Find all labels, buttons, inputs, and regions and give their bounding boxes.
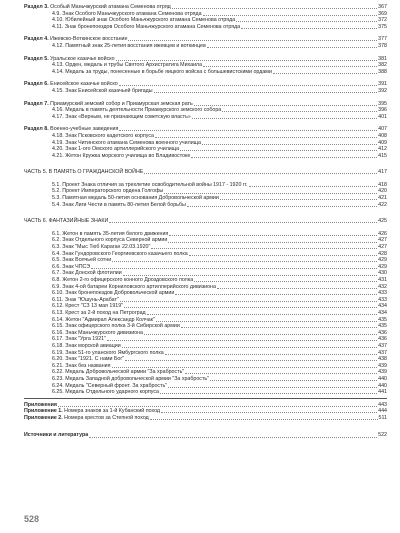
- entry-title-text: 6.4. Знак Гундоровского Георгиевского казачьего полка: [52, 250, 188, 257]
- toc-section-entry[interactable]: [24, 415, 387, 422]
- entry-page-number: 418: [378, 181, 387, 188]
- entry-title: [24, 270, 122, 277]
- entry-page-number: 433: [378, 296, 387, 303]
- entry-title-text: 6.9. Знак 4-ой батареи Корниловского артиллерийского дивизиона: [52, 283, 216, 290]
- entry-title-text: 6.8. Жетон 2-го офицерского конного Дроздовского полка: [52, 277, 194, 283]
- dot-leader: [125, 360, 377, 361]
- entry-title-text: Военно-учебные заведения: [50, 126, 119, 133]
- entry-title: [24, 330, 143, 337]
- entry-page-number: 421: [378, 195, 387, 202]
- entry-title-text: 5.1. Проект Знака отличия за трехлетие освободительной войны 1917 - 1920 гг.: [52, 181, 248, 188]
- toc-section-entry[interactable]: [24, 56, 387, 63]
- entry-page-number: 429: [378, 257, 387, 264]
- entry-title: [24, 376, 209, 383]
- dot-leader: [181, 327, 377, 328]
- section-label: Приложения: [24, 401, 57, 408]
- toc-entry[interactable]: [24, 182, 387, 189]
- entry-title: [24, 343, 121, 350]
- entry-title-text: 6.24. Медаль "Северный фронт. За храбрость": [52, 382, 168, 389]
- entry-title: [24, 17, 235, 24]
- entry-title: [24, 277, 193, 284]
- dot-leader: [144, 173, 377, 174]
- entry-page-number: 388: [378, 68, 387, 75]
- dot-leader: [169, 235, 377, 236]
- entry-title-text: 6.20. Знак "1921. С нами Бог": [52, 356, 125, 363]
- dot-leader: [109, 222, 377, 223]
- entry-title-text: Номера крестов за Степной поход: [64, 414, 149, 421]
- dot-leader: [161, 412, 377, 413]
- toc-entry[interactable]: [24, 62, 387, 69]
- entry-title-text: 6.11. Знак "Юшунь-Арабат": [52, 296, 119, 303]
- divider: [24, 398, 387, 399]
- toc-entry[interactable]: [24, 114, 387, 121]
- entry-title-text: 5.3. Памятная медаль 50-летия основания Добровольческой армии: [52, 195, 219, 202]
- entry-page-number: 428: [378, 250, 387, 257]
- entry-title: [24, 43, 206, 50]
- toc-entry[interactable]: [24, 277, 387, 284]
- entry-title-text: 6.22. Медаль Добровольческой армии "За храбрость": [52, 369, 185, 376]
- dot-leader: [155, 137, 377, 138]
- entry-title: [24, 69, 272, 76]
- entry-title-text: 6.6. Знак ЧПСЭ: [52, 263, 91, 270]
- entry-page-number: 408: [378, 132, 387, 139]
- entry-page-number: 396: [378, 107, 387, 114]
- toc-entry[interactable]: [24, 389, 387, 396]
- entry-page-number: 420: [378, 188, 387, 195]
- toc-section-entry[interactable]: [24, 408, 387, 415]
- entry-title: [24, 323, 180, 330]
- dot-leader: [154, 92, 378, 93]
- entry-page-number: 436: [378, 329, 387, 336]
- entry-page-number: 372: [378, 17, 387, 24]
- entry-page-number: 433: [378, 290, 387, 297]
- entry-title: [24, 195, 219, 202]
- dot-leader: [191, 157, 377, 158]
- dot-leader: [222, 111, 377, 112]
- entry-page-number: 391: [378, 81, 387, 88]
- entry-title-text: 4.16. Медаль в память деятельности Приамурского земского собора: [52, 107, 222, 114]
- entry-page-number: 441: [378, 389, 387, 396]
- dot-leader: [249, 186, 378, 187]
- dot-leader: [156, 321, 377, 322]
- entry-title: [24, 202, 186, 209]
- section-label: Раздел 7.: [24, 100, 49, 107]
- entry-page-number: 434: [378, 309, 387, 316]
- dot-leader: [151, 248, 377, 249]
- dot-leader: [150, 419, 378, 420]
- dot-leader: [168, 387, 377, 388]
- toc-entry[interactable]: [24, 356, 387, 363]
- entry-title: [24, 237, 167, 244]
- entry-page-number: 438: [378, 356, 387, 363]
- entry-title: [24, 244, 150, 251]
- dot-leader: [194, 105, 377, 106]
- toc-section-entry[interactable]: [24, 36, 387, 43]
- dot-leader: [185, 373, 377, 374]
- entry-title-text: 6.7. Знак Донской флотилии: [52, 270, 122, 277]
- entry-title: [24, 369, 184, 376]
- entry-title-text: 6.18. Знак морской авиации: [52, 342, 121, 349]
- dot-leader: [164, 193, 377, 194]
- dot-leader: [91, 268, 377, 269]
- entry-page-number: 382: [378, 62, 387, 69]
- entry-title-text: 6.14. Жетон "Адмирал Александр Колчак": [52, 316, 155, 323]
- entry-title-text: 6.1. Жетон в память 35-летия белого движения: [52, 230, 169, 237]
- entry-page-number: 425: [378, 218, 387, 225]
- entry-title: [24, 389, 159, 396]
- entry-title: [24, 62, 202, 69]
- entry-title-text: 6.19. Знак 51-го уланского Ямбургского полка: [52, 349, 164, 356]
- toc-section-entry[interactable]: [24, 101, 387, 108]
- entry-title-text: 4.15. Знак Енисейской казачьей бригады: [52, 87, 153, 94]
- toc-entry[interactable]: [24, 107, 387, 114]
- entry-page-number: 375: [378, 23, 387, 30]
- entry-page-number: 511: [378, 414, 387, 421]
- dot-leader: [192, 118, 377, 119]
- toc-entry[interactable]: [24, 303, 387, 310]
- toc-entry[interactable]: [24, 297, 387, 304]
- entry-title: [24, 126, 118, 133]
- dot-leader: [172, 8, 377, 9]
- entry-title-text: 6.3. Знак "Мыс Тюб Караган 22.03.1920": [52, 244, 151, 251]
- entry-page-number: 407: [378, 126, 387, 133]
- entry-title-text: 6.12. Крест "СЗ 13 мая 1919": [52, 303, 124, 310]
- entry-page-number: 435: [378, 323, 387, 330]
- entry-page-number: 434: [378, 303, 387, 310]
- toc-section-entry[interactable]: [24, 4, 387, 11]
- entry-title: [24, 383, 167, 390]
- toc-entry[interactable]: [24, 350, 387, 357]
- spacer: [24, 159, 387, 169]
- toc-entry[interactable]: [24, 323, 387, 330]
- toc-entry[interactable]: [24, 88, 387, 95]
- dot-leader: [160, 393, 377, 394]
- entry-title-text: ЧАСТЬ 6. ФАНТАЗИЙНЫЕ ЗНАКИ: [24, 218, 109, 225]
- entry-page-number: 429: [378, 263, 387, 270]
- section-label: Раздел 6.: [24, 81, 49, 88]
- dot-leader: [168, 242, 377, 243]
- entry-title-text: 6.10. Знак бронепоездов Добровольческой армии: [52, 290, 175, 297]
- toc-entry[interactable]: [24, 244, 387, 251]
- toc-section-entry[interactable]: [24, 126, 387, 133]
- section-label: Приложение 2.: [24, 414, 63, 421]
- entry-page-number: 415: [378, 152, 387, 159]
- entry-title-text: 6.25. Медаль Отдельного ударного корпуса: [52, 389, 159, 396]
- entry-title: [24, 290, 174, 297]
- toc-entry[interactable]: [24, 257, 387, 264]
- entry-page-number: 378: [378, 42, 387, 49]
- entry-title-text: 6.2. Знак Отдельного корпуса Северной армии: [52, 237, 168, 244]
- entry-page-number: 367: [378, 4, 387, 10]
- dot-leader: [147, 314, 378, 315]
- dot-leader: [207, 47, 377, 48]
- entry-title: [24, 310, 146, 317]
- entry-title-text: 4.19. Знак Читинского атамана Семенова военного училища: [52, 139, 201, 146]
- entry-title: [24, 81, 118, 88]
- toc-entry[interactable]: [24, 146, 387, 153]
- entry-title: [24, 415, 149, 422]
- entry-title: [24, 36, 127, 43]
- dot-leader: [128, 40, 377, 41]
- entry-title: [24, 107, 221, 114]
- entry-title-text: 4.11. Знак бронепоездов Особого Маньчжурского атамана Семенова отряда: [52, 23, 241, 30]
- toc-entry[interactable]: [24, 43, 387, 50]
- toc-entry[interactable]: [24, 310, 387, 317]
- entry-title-text: 4.10. Юбилейный знак Особого Маньчжурского атамана Семенова отряда: [52, 17, 236, 24]
- entry-title: [24, 303, 123, 310]
- entry-title: [24, 356, 124, 363]
- dot-leader: [203, 15, 378, 16]
- dot-leader: [189, 255, 377, 256]
- entry-title: [24, 24, 240, 31]
- entry-title-text: 4.21. Жетон Кружка морского училища во Владивостоке: [52, 152, 191, 159]
- table-of-contents: [24, 4, 387, 439]
- dot-leader: [116, 60, 378, 61]
- entry-title-text: Особый Маньчжурский атамана Семенова отряд: [50, 4, 171, 10]
- entry-title-text: 6.15. Знак офицерского полка 3-й Сибирской армии: [52, 323, 180, 330]
- entry-title: [24, 146, 179, 153]
- entry-page-number: 417: [378, 169, 387, 176]
- toc-entry[interactable]: [24, 195, 387, 202]
- dot-leader: [122, 347, 377, 348]
- section-label: Приложение 1.: [24, 408, 63, 415]
- dot-leader: [107, 340, 377, 341]
- dot-leader: [202, 144, 377, 145]
- entry-title: [24, 4, 171, 11]
- section-label: Источники и литература: [24, 432, 89, 439]
- entry-page-number: 412: [378, 146, 387, 153]
- section-label: Раздел 5.: [24, 55, 49, 62]
- entry-page-number: 440: [378, 375, 387, 382]
- dot-leader: [236, 21, 377, 22]
- toc-entry[interactable]: [24, 376, 387, 383]
- toc-entry[interactable]: [24, 290, 387, 297]
- entry-title: [24, 56, 115, 63]
- entry-title-text: Уральское казачье войско: [50, 55, 115, 62]
- dot-leader: [203, 66, 377, 67]
- entry-title-text: 4.18. Знак Псковского кадетского корпуса: [52, 132, 154, 139]
- section-label: Раздел 4.: [24, 36, 49, 43]
- entry-page-number: 436: [378, 336, 387, 343]
- dot-leader: [194, 281, 377, 282]
- page-number: 528: [24, 514, 40, 524]
- entry-title-text: 4.9. Знак Особого Маньчжурского атамана Семенова отряда: [52, 10, 202, 17]
- toc-section-entry[interactable]: [24, 432, 387, 439]
- dot-leader: [58, 406, 377, 407]
- entry-title: [24, 257, 111, 264]
- toc-entry[interactable]: [24, 336, 387, 343]
- entry-page-number: 430: [378, 270, 387, 277]
- entry-title-text: 4.14. Медаль за труды, понесенные в борьбе яицкого войска с большевистскими ордами: [52, 68, 272, 75]
- entry-page-number: 439: [378, 362, 387, 369]
- entry-title-text: Приамурский земский собор и Приамурская земская рать: [50, 100, 193, 107]
- dot-leader: [112, 367, 378, 368]
- entry-title-text: ЧАСТЬ 5. В ПАМЯТЬ О ГРАЖДАНСКОЙ ВОЙНЕ: [24, 169, 144, 176]
- entry-title-text: 6.16. Знак Маньчжурского дивизиона: [52, 329, 143, 336]
- entry-page-number: 381: [378, 55, 387, 62]
- dot-leader: [180, 150, 377, 151]
- dot-leader: [217, 288, 377, 289]
- toc-entry[interactable]: [24, 153, 387, 160]
- toc-part-entry[interactable]: [24, 218, 387, 225]
- toc-entry[interactable]: [24, 369, 387, 376]
- entry-title-text: 6.23. Медаль Западной добровольческой армии "За храбрость": [52, 375, 210, 382]
- entry-page-number: 369: [378, 10, 387, 17]
- dot-leader: [123, 275, 377, 276]
- entry-title: [24, 336, 106, 343]
- section-label: Раздел 8.: [24, 126, 49, 133]
- toc-entry[interactable]: [24, 237, 387, 244]
- entry-title-text: 6.13. Крест за 2-й поход на Петроград: [52, 309, 146, 316]
- entry-title-text: 5.2. Проект Императорского ордена Голгофы: [52, 188, 164, 195]
- entry-title: [24, 88, 153, 95]
- entry-title-text: 6.5. Знак Волчьей сотни: [52, 257, 112, 264]
- entry-title: [24, 408, 160, 415]
- section-label: Раздел 3.: [24, 4, 49, 10]
- toc-entry[interactable]: [24, 270, 387, 277]
- entry-page-number: 427: [378, 237, 387, 244]
- dot-leader: [119, 130, 377, 131]
- spacer: [24, 208, 387, 218]
- entry-page-number: 432: [378, 283, 387, 290]
- toc-section-entry[interactable]: [24, 81, 387, 88]
- entry-title: [24, 133, 154, 140]
- spacer: [24, 421, 387, 432]
- entry-title-text: 5.4. Знак Лиги Чести в память 80-летия Белой борьбы: [52, 201, 186, 208]
- toc-entry[interactable]: [24, 343, 387, 350]
- dot-leader: [187, 206, 377, 207]
- entry-page-number: 444: [378, 408, 387, 415]
- entry-page-number: 437: [378, 342, 387, 349]
- entry-title: [24, 114, 191, 121]
- entry-page-number: 439: [378, 369, 387, 376]
- entry-title-text: 4.12. Памятный знак 25-летия восстания ижевцев и воткинцев: [52, 42, 206, 49]
- entry-page-number: 426: [378, 230, 387, 237]
- entry-title: [24, 297, 119, 304]
- entry-title-text: 6.21. Знак без названия: [52, 362, 111, 369]
- dot-leader: [241, 28, 377, 29]
- entry-page-number: 409: [378, 139, 387, 146]
- entry-title-text: 4.13. Орден, медаль и трубы Святого Архистратига Михаила: [52, 62, 203, 69]
- entry-page-number: 401: [378, 113, 387, 120]
- toc-entry[interactable]: [24, 17, 387, 24]
- dot-leader: [124, 307, 377, 308]
- entry-page-number: 435: [378, 316, 387, 323]
- dot-leader: [119, 85, 377, 86]
- entry-title: [24, 101, 193, 108]
- dot-leader: [165, 354, 377, 355]
- entry-title: [24, 153, 190, 160]
- entry-page-number: 522: [378, 432, 387, 439]
- entry-title: [24, 169, 143, 176]
- entry-title-text: Енисейское казачье войско: [50, 81, 118, 88]
- entry-title-text: Ижевско-Воткинское восстание: [50, 36, 128, 43]
- toc-entry[interactable]: [24, 383, 387, 390]
- entry-title: [24, 182, 248, 189]
- entry-page-number: 440: [378, 382, 387, 389]
- dot-leader: [273, 73, 377, 74]
- entry-page-number: 395: [378, 100, 387, 107]
- toc-entry[interactable]: [24, 69, 387, 76]
- entry-title-text: 4.17. Знак «Верным, не признающим советскую власть»: [52, 113, 191, 120]
- entry-page-number: 427: [378, 244, 387, 251]
- entry-page-number: 422: [378, 201, 387, 208]
- entry-page-number: 431: [378, 277, 387, 283]
- dot-leader: [112, 261, 377, 262]
- dot-leader: [89, 437, 377, 438]
- toc-part-entry[interactable]: [24, 169, 387, 176]
- toc-entry[interactable]: [24, 133, 387, 140]
- toc-entry[interactable]: [24, 24, 387, 31]
- toc-entry[interactable]: [24, 330, 387, 337]
- entry-title: [24, 218, 108, 225]
- dot-leader: [120, 301, 377, 302]
- dot-leader: [144, 334, 377, 335]
- dot-leader: [175, 294, 377, 295]
- entry-page-number: 392: [378, 87, 387, 94]
- dot-leader: [220, 199, 377, 200]
- entry-title-text: 4.20. Знак 1-ого Омского артиллерийского училища: [52, 146, 180, 153]
- entry-page-number: 437: [378, 349, 387, 356]
- entry-title-text: 6.17. Знак "Урга 1921": [52, 336, 106, 343]
- entry-page-number: 377: [378, 36, 387, 43]
- dot-leader: [210, 380, 377, 381]
- toc-entry[interactable]: [24, 202, 387, 209]
- entry-title: [24, 350, 164, 357]
- entry-page-number: 443: [378, 401, 387, 408]
- entry-title-text: Номера знаков за 1-й Кубанский поход: [64, 408, 160, 415]
- entry-title: [24, 432, 88, 439]
